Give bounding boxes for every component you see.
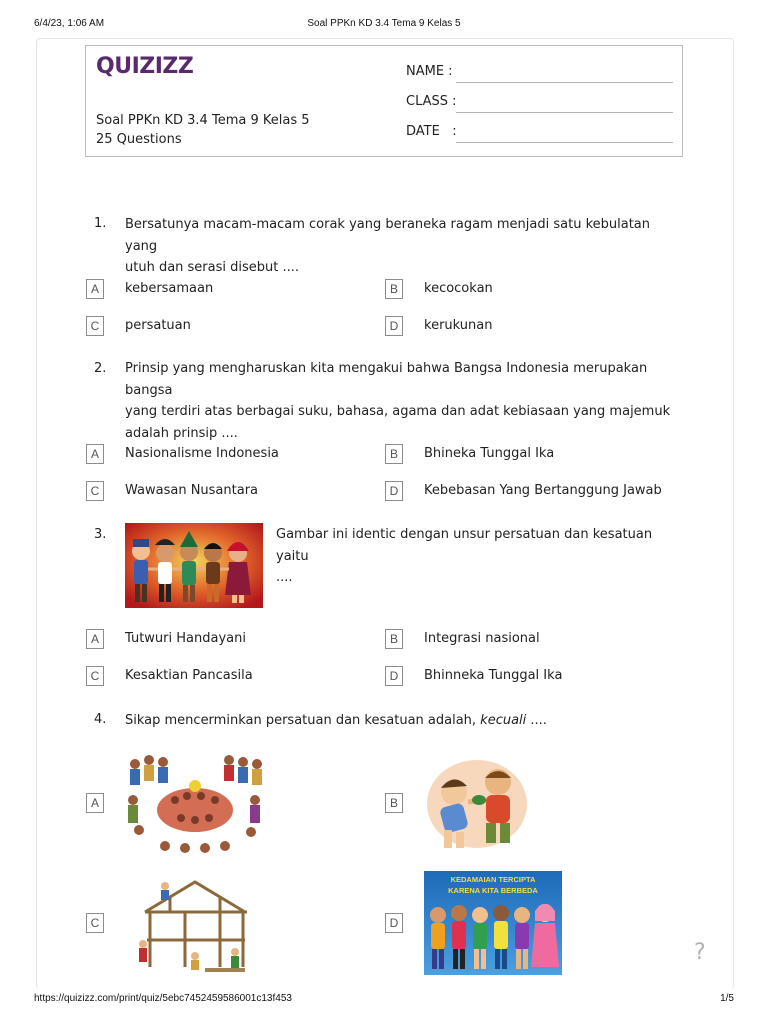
print-page-number: 1/5 [720,993,734,1004]
question-text [276,524,676,589]
question-number: 4. [94,712,107,727]
question-number: 2. [94,361,107,376]
option-d-box[interactable]: D [385,666,403,686]
question-count: 25 Questions [96,132,182,147]
question-mark-icon[interactable]: ? [694,940,706,965]
option-a-text: Nasionalisme Indonesia [125,446,279,461]
option-b-box[interactable]: B [385,279,403,299]
question-number: 1. [94,216,107,231]
print-url: https://quizizz.com/print/quiz/5ebc7452459586001c13f453 [34,993,292,1004]
option-c-box[interactable]: C [86,913,104,933]
image-caption-line-2: KARENA KITA BERBEDA [448,886,538,895]
option-b-text: Bhineka Tunggal Ika [424,446,555,461]
name-label: NAME : [406,64,453,79]
option-a-box[interactable]: A [86,279,104,299]
option-b-box[interactable]: B [385,793,403,813]
option-a-box[interactable]: A [86,444,104,464]
option-b-image [424,750,530,858]
question-text-line: utuh dan serasi disebut .... [125,260,300,275]
question-number: 3. [94,527,107,542]
option-c-text: Kesaktian Pancasila [125,668,253,683]
name-line[interactable] [456,82,673,83]
diverse-children-illustration [424,871,562,975]
quiz-header-box [85,45,683,157]
option-c-box[interactable]: C [86,666,104,686]
print-doc-title: Soal PPKn KD 3.4 Tema 9 Kelas 5 [307,18,461,29]
image-caption-line-1: KEDAMAIAN TERCIPTA [450,875,536,884]
option-b-box[interactable]: B [385,444,403,464]
option-d-box[interactable]: D [385,913,403,933]
quizizz-logo: QUIZIZZ [96,54,194,79]
question-text-line: Bersatunya macam-macam corak yang beraneka ragam menjadi satu kebulatan yang [125,217,651,254]
quiz-title: Soal PPKn KD 3.4 Tema 9 Kelas 5 [96,113,310,128]
question-text-line: yang terdiri atas berbagai suku, bahasa, agama dan adat kebiasaan yang majemuk [125,404,671,419]
print-datetime: 6/4/23, 1:06 AM [34,18,105,29]
option-c-text: persatuan [125,318,191,333]
option-b-text: kecocokan [424,281,493,296]
question-text-line: Prinsip yang mengharuskan kita mengakui bahwa Bangsa Indonesia merupakan bangsa [125,361,648,398]
option-d-image [424,871,562,975]
option-a-text: kebersamaan [125,281,214,296]
class-line[interactable] [456,112,673,113]
question-text-part: Sikap mencerminkan persatuan dan kesatuan adalah, [125,713,481,728]
class-label: CLASS : [406,94,457,109]
question-text-line: adalah prinsip .... [125,425,238,441]
question-text [125,214,675,279]
option-d-text: Kebebasan Yang Bertanggung Jawab [424,483,662,498]
question-3-image [125,523,263,608]
children-holding-hands-illustration [125,523,263,608]
house-building-illustration [125,872,263,976]
option-d-box[interactable]: D [385,481,403,501]
question-text-part: .... [526,713,547,728]
question-text [125,710,675,732]
question-text [125,358,675,444]
option-c-image [125,872,263,976]
option-d-text: Bhinneka Tunggal Ika [424,668,563,683]
option-a-box[interactable]: A [86,793,104,813]
question-text-line: Gambar ini identic dengan unsur persatuan dan kesatuan yaitu [276,527,653,564]
option-a-box[interactable]: A [86,629,104,649]
boys-fighting-illustration [424,750,530,858]
option-c-box[interactable]: C [86,481,104,501]
option-a-image [125,750,265,858]
question-text-line: .... [276,570,293,585]
option-c-text: Wawasan Nusantara [125,483,259,498]
option-b-text: Integrasi nasional [424,631,540,646]
question-text-emphasis: kecuali [480,713,527,728]
date-label: DATE : [406,124,457,139]
date-line[interactable] [456,142,673,143]
option-c-box[interactable]: C [86,316,104,336]
option-a-text: Tutwuri Handayani [125,631,246,646]
crowd-of-people-illustration [125,750,265,858]
option-d-text: kerukunan [424,318,493,333]
option-d-box[interactable]: D [385,316,403,336]
option-b-box[interactable]: B [385,629,403,649]
